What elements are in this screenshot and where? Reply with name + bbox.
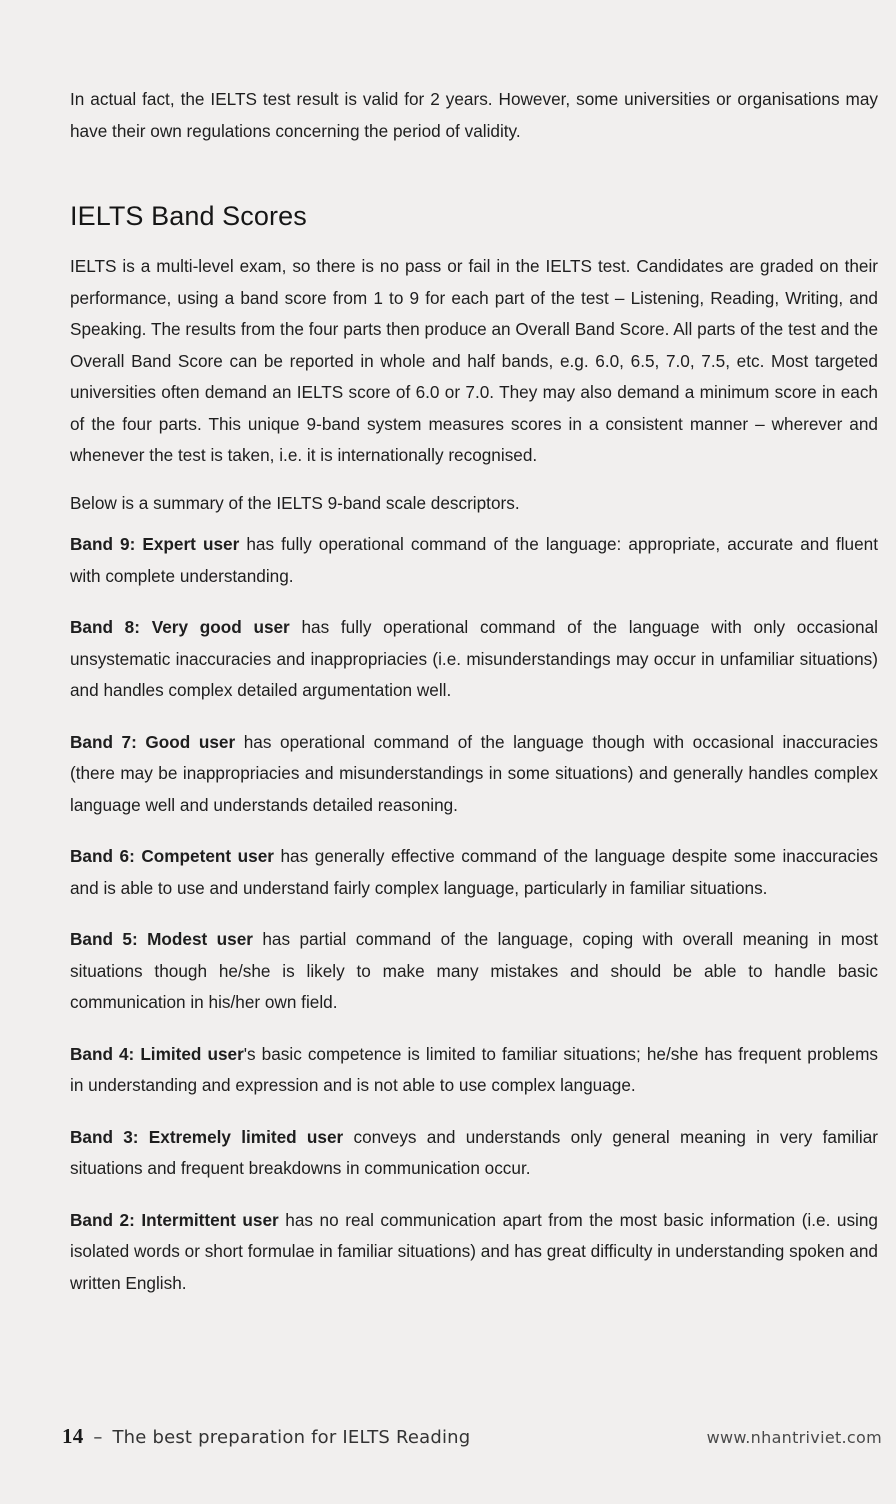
band-title: Band 8: Very good user xyxy=(70,617,290,637)
band-description: has fully operational command of the language: appropriate, accurate and fluent with complete understanding. xyxy=(70,534,879,586)
band-description: has partial command of the language, coping with overall meaning in most situations though he/she is likely to make many mistakes and should be able to handle basic communication in his/her own field. xyxy=(70,929,878,1012)
band-descriptor xyxy=(70,924,878,1019)
band-descriptor xyxy=(70,612,878,707)
band-title: Band 2: Intermittent user xyxy=(70,1209,279,1230)
band-scores-paragraph: IELTS is a multi-level exam, so there is no pass or fail in the IELTS test. Candidates are graded on their performance, using a band score from 1 to 9 for each part of the test – Listening, Reading, Writing, and Speaking. The results from the four parts then produce an Overall Band Score. All parts of the test and the Overall Band Score can be reported in whole and half bands, e.g. 6.0, 6.5, 7.0, 7.5, etc. Most targeted universities often demand an IELTS score of 6.0 or 7.0. They may also demand a minimum score in each of the four parts. This unique 9-band system measures scores in a consistent manner – wherever and whenever the test is taken, i.e. it is internationally recognised. xyxy=(70,256,878,465)
page-number: 14 xyxy=(62,1424,84,1448)
band-description: has no real communication apart from the most basic information (i.e. using isolated words or short formulae in familiar situations) and has great difficulty in understanding spoken and written English. xyxy=(70,1209,878,1293)
summary-intro-paragraph: Below is a summary of the IELTS 9-band scale descriptors. xyxy=(70,492,520,513)
band-descriptor xyxy=(70,1205,878,1300)
band-title: Band 9: Expert user xyxy=(70,534,240,554)
band-descriptor xyxy=(70,841,878,904)
footer-book-info xyxy=(62,1424,470,1449)
book-title: The best preparation for IELTS Reading xyxy=(112,1427,471,1448)
intro-paragraph: In actual fact, the IELTS test result is valid for 2 years. However, some universities or organisations may have their own regulations concerning the period of validity. xyxy=(70,89,878,141)
band-description: has fully operational command of the language with only occasional unsystematic inaccuracies and inappropriacies (i.e. misunderstandings may occur in unfamiliar situations) and handles complex detailed argumentation well. xyxy=(70,617,878,700)
band-descriptor xyxy=(70,529,878,592)
website-url: www.nhantriviet.com xyxy=(706,1428,882,1447)
band-title: Band 4: Limited user xyxy=(70,1043,244,1064)
band-descriptor-list xyxy=(70,529,878,1299)
page-content xyxy=(70,84,878,1319)
page-footer xyxy=(62,1424,882,1456)
band-description: conveys and understands only general meaning in very familiar situations and frequent breakdowns in communication occur. xyxy=(70,1126,878,1178)
band-descriptor xyxy=(70,1122,878,1185)
band-descriptor xyxy=(70,727,878,822)
band-title: Band 5: Modest user xyxy=(70,929,253,949)
band-description: has generally effective command of the language despite some inaccuracies and is able to use and understand fairly complex language, particularly in familiar situations. xyxy=(70,846,878,898)
band-title: Band 6: Competent user xyxy=(70,846,274,866)
band-title: Band 3: Extremely limited user xyxy=(70,1126,344,1147)
band-descriptor xyxy=(70,1039,878,1102)
band-title: Band 7: Good user xyxy=(70,731,236,752)
section-heading: IELTS Band Scores xyxy=(70,201,307,231)
band-description: 's basic competence is limited to familiar situations; he/she has frequent problems in understanding and expression and is not able to use complex language. xyxy=(70,1043,878,1095)
footer-separator: – xyxy=(93,1427,103,1448)
band-description: has operational command of the language though with occasional inaccuracies (there may be inappropriacies and misunderstandings in some situations) and generally handles complex language well and understands detailed reasoning. xyxy=(70,731,878,815)
